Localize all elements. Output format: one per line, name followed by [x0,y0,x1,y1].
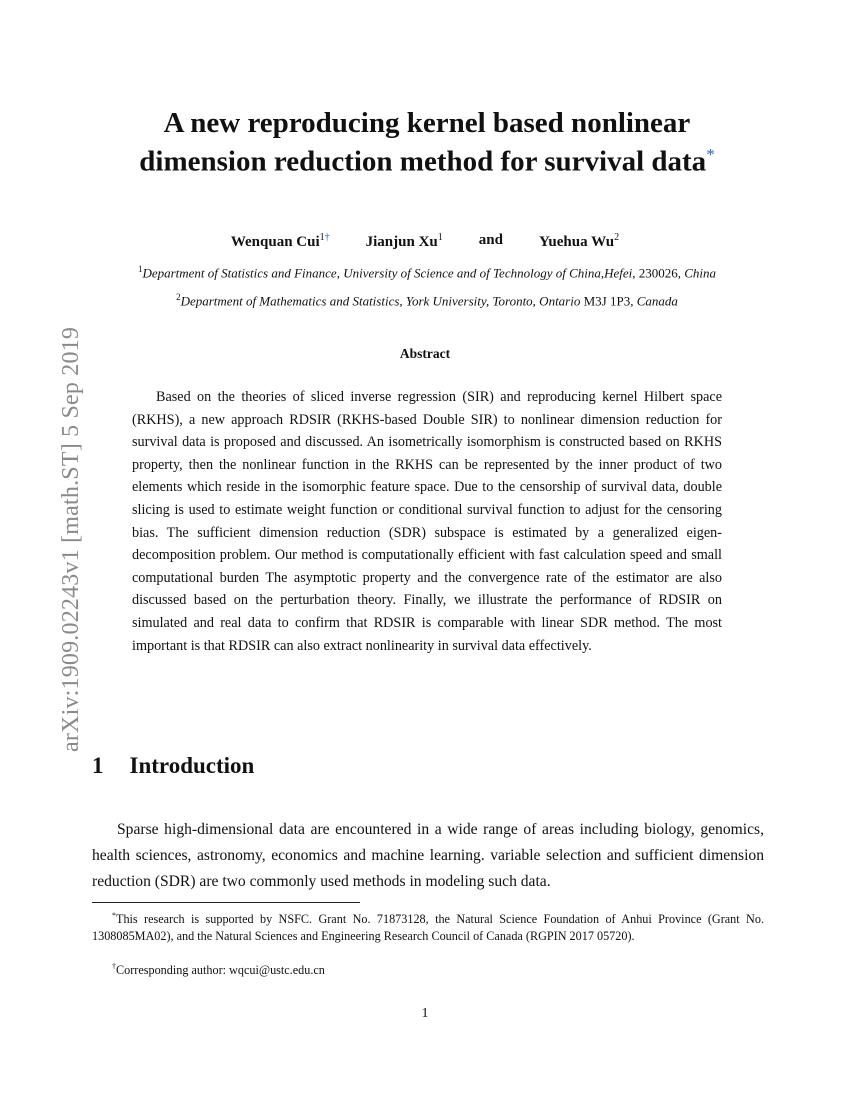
title-line-1: A new reproducing kernel based nonlinear [163,107,691,139]
affiliation-1: $^1$Department of Statistics and Finance, University of Science and of Technology of China,Hefei, 230026, China [137,264,717,281]
footnote-rule [92,902,360,903]
footnote-corresponding: †Corresponding author: wqcui@ustc.edu.cn [112,962,325,978]
page-number: 1 [421,1006,429,1021]
section-title: Introduction [129,753,255,778]
abstract-heading: Abstract [399,346,451,361]
paper-title [70,108,784,178]
author-3: Yuehua Wu$^2$ [538,232,620,250]
corresponding-mark[interactable]: † [324,232,330,243]
author-list [150,232,700,251]
footnote-funding: *This research is supported by NSFC. Grant No. 71873128, the Natural Science Foundation of Anhui Province (Grant No. 1308085MA02), and the Natural Sciences and Engineering Research Council of Canada (RGPIN 2017 05720). [92,911,764,944]
arxiv-stamp [22,292,84,784]
intro-paragraph: Sparse high-dimensional data are encountered in a wide range of areas including biology, genomics, health sciences, astronomy, economics and machine learning. variable selection and sufficient dimension reduction (SDR) are two commonly used methods in modeling such data. [92,821,764,890]
author-2: Jianjun Xu$^1$ [365,232,443,250]
affiliation-2: $^2$Department of Mathematics and Statistics, York University, Toronto, Ontario M3J 1P3, Canada [176,292,678,309]
title-line-2: dimension reduction method for survival data [139,145,707,178]
title-footnote-mark[interactable]: * [706,145,715,164]
section-number: 1 [92,753,104,778]
author-conjunction: and [478,232,503,248]
section-heading [92,753,254,779]
abstract-body: Based on the theories of sliced inverse regression (SIR) and reproducing kernel Hilbert space (RKHS), a new approach RDSIR (RKHS-based Double SIR) to nonlinear dimension reduction for survival data is proposed and discussed. An isometrically isomorphism is constructed based on RKHS property, then the nonlinear function in the RKHS can be represented by the inner product of two elements which reside in the isomorphic feature space. Due to the censorship of survival data, double slicing is used to estimate weight function or conditional survival function to adjust for the censoring bias. The sufficient dimension reduction (SDR) subspace is estimated by a generalized eigen-decomposition problem. Our method is computationally efficient with fast calculation speed and small computational burden The asymptotic property and the convergence rate of the estimator are also discussed based on the perturbation theory. Finally, we illustrate the performance of RDSIR on simulated and real data to confirm that RDSIR is comparable with linear SDR method. The most important is that RDSIR can also extract nonlinearity in survival data effectively. [132,389,722,654]
arxiv-id-text: arXiv:1909.02243v1 [math.ST] 5 Sep 2019 [58,326,84,752]
author-1: Wenquan Cui$^{1\dagger}$ [230,232,330,250]
